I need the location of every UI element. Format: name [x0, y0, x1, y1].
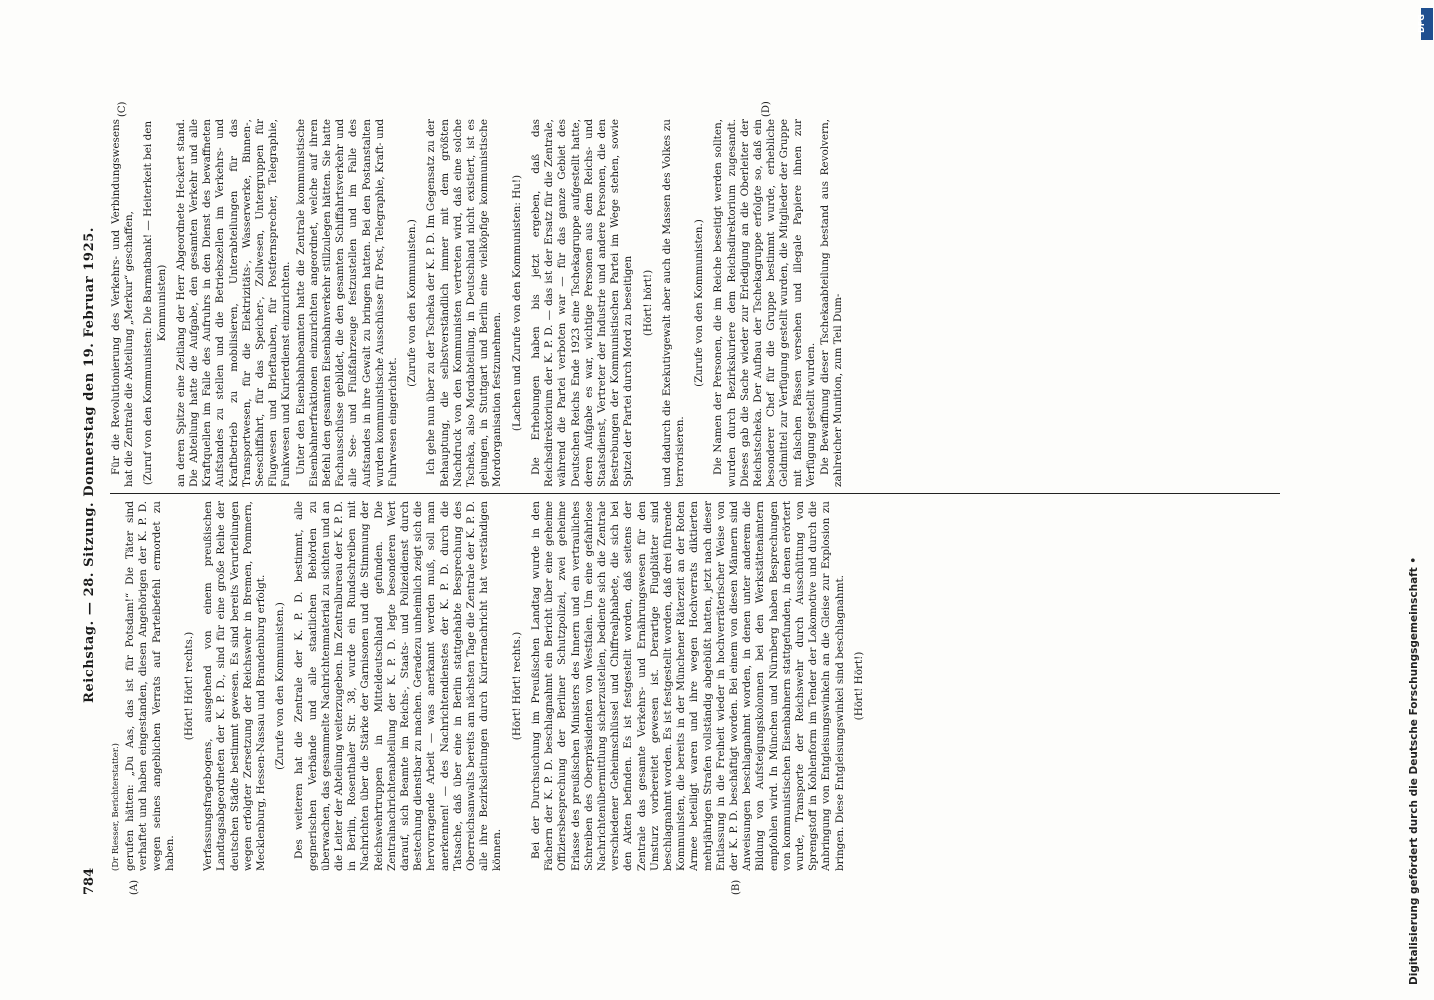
dfg-logo-text: DFG [1416, 14, 1426, 33]
margin-letter-d: (D) [761, 101, 772, 117]
paragraph: Verfassungsfragebogens, ausgehend von einem preußischen Landtagsabgeordneten der K. P. D., sind für eine große Reihe der deutschen Städte bestimmt gewesen. Es sind bereits Verurteilungen wegen erfolgter Zersetzung der Reichswehr in Bremen, Pommern, Mecklenburg, Hessen-Nassau und Brandenburg erfolgt. [202, 501, 268, 871]
page-header [80, 105, 102, 895]
running-title: Reichstag. — 28. Sitzung. Donnerstag den 19. Februar 1925. [82, 227, 97, 703]
paragraph: Unter den Eisenbahnbeamten hatte die Zentrale kommunistische Eisenbahnerfraktionen einzurichten angeordnet, welche auf ihren Befehl den gesamten Eisenbahnverkehr stillzulegen hätten. Sie hatte Fachausschüsse gebildet, die den gesamten Schiffahrtsverkehr und alle See- und Flußfahrzeuge festzustellen und im Falle des Aufstandes in ihre Gewalt zu bringen hatten. Bei den Postanstalten wurden kommunistische Ausschüsse für Post, Telegraphie, Kraft- und Fuhrwesen eingerichtet. [294, 119, 400, 487]
document-page [80, 101, 1304, 895]
interjection: (Zuruf von den Kommunisten: Die Barmatbank! — Heiterkeit bei den Kommunisten) [142, 120, 168, 486]
speaker-line: (Dr Riesser, Berichterstatter.) [111, 743, 121, 871]
dfg-logo [1416, 8, 1433, 40]
interjection: (Zurufe von den Kommunisten.) [406, 219, 419, 387]
paragraph: Des weiteren hat die Zentrale der K. P. D. bestimmt, alle gegnerischen Verbände und alle staatlichen Behörden zu überwachen, das gesammelte Nachrichtenmaterial zu sichten und an die Leiter der Abteilung weiterzugeben. Im Zentralbureau der K. P. D. in Berlin, Rosenthaler Str. 38, wurde ein Rundschreiben mit Nachrichten über die Stärke der Garnisonen und die Stimmung der Reichswehrtruppen in Mitteldeutschland gefunden. Die Zentralnachrichtenabteilung der K. P. D. legte besonderen Wert darauf, sich Beamte im Reichs-, Staats- und Polizeidienst durch Bestechung dienstbar zu machen. Geradezu unheimlich zeigt sich die hervorragende Arbeit — was anerkannt werden muß, soll man anerkennen! — des Nachrichtendienstes der K. P. D. durch die Tatsache, daß über eine in Berlin stattgehabte Besprechung des Oberreichsanwalts bereits am nächsten Tage die Zentrale der K. P. D. alle ihre Bezirksleitungen durch Kuriernachricht hat verständigen können. [293, 501, 504, 871]
paragraph: Die Bewaffnung dieser Tschekaabteilung bestand aus Revolvern, zahlreicher Munition, zum Teil Dum- [818, 119, 845, 487]
paragraph: Bei der Durchsuchung im Preußischen Landtag wurde in den Fächern der K. P. D. beschlagnahmt ein Bericht über eine geheime Offiziersbesprechung der Berliner Schutzpolizei, zwei geheime Erlasse des preußischen Ministers des Innern und ein vertrauliches Schreiben des Oberpräsidenten von Westfalen. Um eine gefahrlose Nachrichtenübermittlung sicherzustellen, bediente sich die Zentrale verschiedener Geheimschlüssel und Chiffrealphabete, die sich bei den Akten befinden. Es ist festgestellt worden, daß seitens der Zentrale das gesamte Verkehrs- und Ernährungswesen für den Umsturz vorbereitet gewesen ist. Derartige Flugblätter sind beschlagnahmt worden. Es ist festgestellt worden, daß drei führende Kommunisten, die bereits in der Münchener Räterzeit an der Roten Armee beteiligt waren und ihre wegen Hochverrats diktierten mehrjährigen Strafen vollständig abgebüßt hatten, jetzt nach dieser Entlassung in die Freiheit wieder in hochverräterischer Weise von der K. P. D. beschäftigt worden. Bei einem von diesen Männern sind Anweisungen beschlagnahmt worden, in denen unter anderem die Bildung von Aufsteigungskolonnen bei den Werkstättenämtern empfohlen wird. In München und Nürnberg haben Besprechungen von kommunistischen Eisenbahnern stattgefunden, in denen erörtert wurde, Transporte der Reichswehr durch Ausschüttung von Sprengstoff in Kohlenform im Tender der Lokomotive und durch die Anbringung von Entgleisungswinkeln an die Gleise zur Explosion zu bringen. Diese Entgleisungswinkel sind beschlagnahmt. [529, 501, 846, 871]
margin-letter-c: (C) [117, 101, 128, 117]
interjection: (Zurufe von den Kommunisten.) [274, 602, 287, 770]
interjection: (Hört! hört!) [641, 269, 654, 337]
interjection: (Lachen und Zurufe von den Kommunisten: Hu!) [510, 174, 523, 432]
column-divider [110, 493, 1280, 494]
paragraph: an deren Spitze eine Zeitlang der Herr Abgeordnete Heckert stand. Die Abteilung hatte die Aufgabe, den gesamten Verkehr und alle Kraftquellen im Falle des Aufruhrs in den Dienst des bewaffneten Aufstandes zu stellen und die Betriebszellen im Verkehrs- und Kraftbetrieb zu mobilisieren, Unterabteilungen für das Transportwesen, für die Elektrizitäts-, Wasserwerke, Binnen-, Seeschiffahrt, für das Speicher-, Zollwesen, Untergruppen für Flugwesen und Brieftauben, für Postfernsprecher, Telegraphie, Funkwesen und Kurierdienst einzurichten. [174, 119, 293, 487]
left-column [110, 501, 1290, 871]
interjection: (Hört! Hört!) [852, 651, 865, 721]
paragraph: und dadurch die Exekutivgewalt aber auch die Massen des Volkes zu terrorisieren. [660, 119, 686, 487]
interjection: (Zurufe von den Kommunisten.) [693, 219, 706, 387]
interjection: (Hört! Hört! rechts.) [183, 631, 196, 741]
margin-letter-a: (A) [129, 879, 140, 895]
paragraph: Für die Revolutionierung des Verkehrs- und Verbindungswesens hat die Zentrale die Abteilung „Merkur“ geschaffen, [110, 119, 136, 487]
page-number: 784 [82, 867, 97, 895]
margin-letter-b: (B) [731, 879, 742, 895]
paragraph: Die Erhebungen haben bis jetzt ergeben, daß das Reichsdirektorium der K. P. D. — das ist der Ersatz für die Zentrale, während die Partei verboten war — für das ganze Gebiet des Deutschen Reichs Ende 1923 eine Tschekagruppe aufgestellt hatte, deren Aufgabe es war, wichtige Personen aus dem Reichs- und Staatsdienst, Vertreter der Industrie und andere Personen, die den Bestrebungen der Kommunistischen Partei im Wege stehen, sowie Spitzel der Partei durch Mord zu beseitigen [529, 119, 635, 487]
paragraph: gerufen hätten: „Du Aas, das ist für Potsdam!“ Die Täter sind verhaftet und haben eingestanden, diesen Angehörigen der K. P. D. wegen seines angeblichen Verrats auf Parteibefehl ermordet zu haben. [124, 501, 176, 871]
right-column [110, 119, 1290, 487]
paragraph: Ich gehe nun über zu der Tscheka der K. P. D. Im Gegensatz zu der Behauptung, die selbstverständlich immer mit dem größten Nachdruck von den Kommunisten vertreten wird, daß eine solche Tscheka, also Mordabteilung, in Deutschland nicht existiert, ist es gelungen, in Stuttgart und Berlin eine vielköpfige kommunistische Mordorganisation festzunehmen. [425, 119, 504, 487]
digitization-credit: Digitalisierung gefördert durch die Deutsche Forschungsgemeinschaft • [1408, 556, 1420, 985]
interjection: (Hört! Hört! rechts.) [510, 631, 523, 741]
paragraph: Die Namen der Personen, die im Reiche beseitigt werden sollten, wurden durch Bezirkskuriere dem Reichsdirektorium zugesandt. Dieses gab die Sache wieder zur Erledigung an die Oberleiter der Reichstscheka. Der Aufbau der Tschekagruppe erfolgte so, daß ein besonderer Chef für die Gruppe bestimmt wurde, erhebliche Geldmittel zur Verfügung gestellt wurden, die Mitglieder der Gruppe mit falschen Pässen versehen und illegale Papiere ihnen zur Verfügung gestellt wurden. [712, 119, 817, 487]
